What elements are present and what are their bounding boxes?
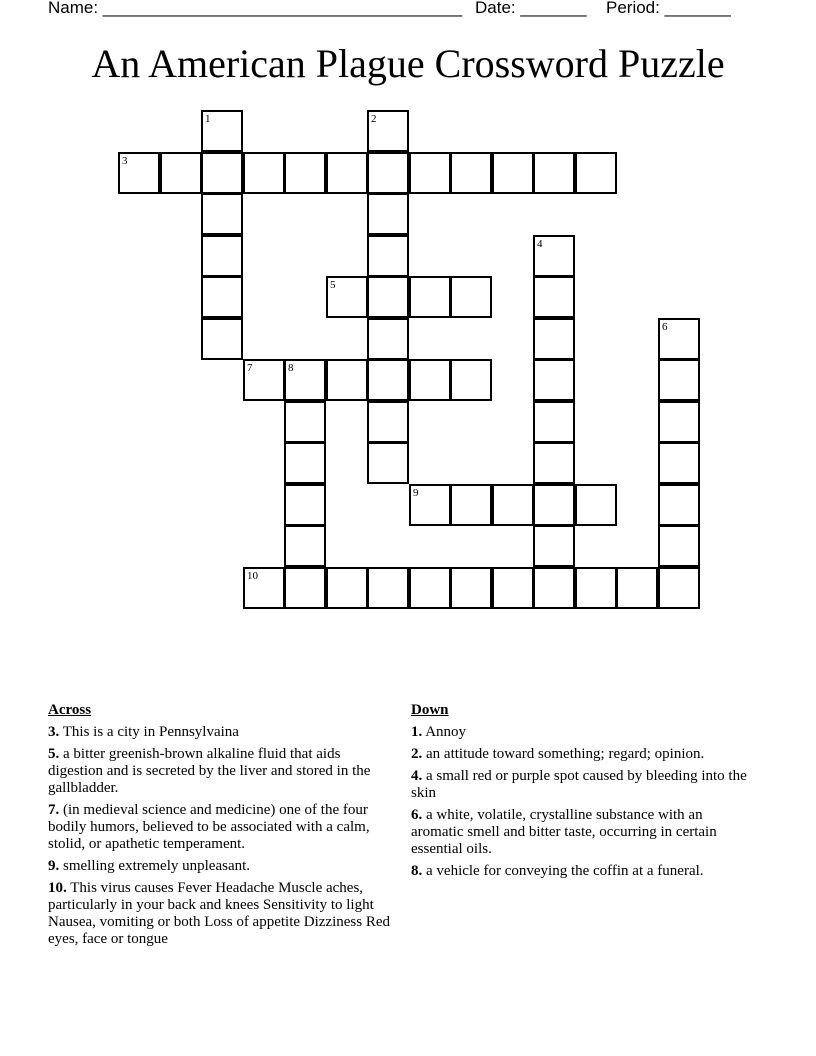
grid-cell[interactable] (409, 276, 451, 318)
grid-cell[interactable] (658, 401, 700, 443)
grid-cell[interactable] (533, 525, 575, 567)
down-clue (411, 724, 751, 741)
grid-cell[interactable] (201, 110, 243, 152)
cell-number: 8 (288, 362, 294, 374)
grid-cell[interactable] (367, 318, 409, 360)
clue-text: a vehicle for conveying the coffin at a funeral. (426, 863, 704, 879)
grid-cell[interactable] (367, 152, 409, 194)
grid-cell[interactable] (533, 235, 575, 277)
grid-cell[interactable] (367, 193, 409, 235)
grid-cell[interactable] (326, 359, 368, 401)
grid-cell[interactable] (450, 567, 492, 609)
across-clue (48, 802, 398, 853)
grid-cell[interactable] (409, 484, 451, 526)
down-heading: Down (411, 702, 449, 718)
clue-text: a white, volatile, crystalline substance with an aromatic smell and bitter taste, occurring in certain essential oils. (411, 807, 717, 857)
cell-number: 2 (371, 113, 377, 125)
grid-cell[interactable] (492, 484, 534, 526)
grid-cell[interactable] (243, 359, 285, 401)
grid-cell[interactable] (575, 152, 617, 194)
grid-cell[interactable] (160, 152, 202, 194)
clue-number: 10. (48, 880, 67, 896)
grid-cell[interactable] (575, 484, 617, 526)
clue-text: This virus causes Fever Headache Muscle aches, particularly in your back and knees Sensitivity to light Nausea, vomiting or both Loss of appetite Dizziness Red eyes, face or tongue (48, 880, 391, 947)
grid-cell[interactable] (367, 276, 409, 318)
down-clue (411, 768, 751, 802)
grid-cell[interactable] (201, 152, 243, 194)
grid-cell[interactable] (284, 359, 326, 401)
grid-cell[interactable] (492, 567, 534, 609)
cell-number: 5 (330, 279, 336, 291)
grid-cell[interactable] (243, 567, 285, 609)
cell-number: 1 (205, 113, 211, 125)
clue-text: smelling extremely unpleasant. (63, 858, 251, 874)
grid-cell[interactable] (284, 525, 326, 567)
clue-text: This is a city in Pennsylvaina (62, 724, 239, 740)
grid-cell[interactable] (575, 567, 617, 609)
grid-cell[interactable] (658, 484, 700, 526)
page-title: An American Plague Crossword Puzzle (91, 41, 725, 86)
grid-cell[interactable] (533, 442, 575, 484)
clue-number: 6. (411, 807, 423, 823)
cell-number: 6 (662, 321, 668, 333)
grid-cell[interactable] (658, 442, 700, 484)
grid-cell[interactable] (533, 359, 575, 401)
grid-cell[interactable] (533, 567, 575, 609)
clue-number: 7. (48, 802, 60, 818)
cell-number: 3 (122, 155, 128, 167)
grid-cell[interactable] (284, 567, 326, 609)
across-heading: Across (48, 702, 92, 718)
grid-cell[interactable] (284, 442, 326, 484)
grid-cell[interactable] (533, 318, 575, 360)
date-field-label: Date: _______ (475, 0, 587, 17)
grid-cell[interactable] (450, 359, 492, 401)
grid-cell[interactable] (326, 276, 368, 318)
grid-cell[interactable] (284, 152, 326, 194)
grid-cell[interactable] (243, 152, 285, 194)
clue-number: 4. (411, 768, 423, 784)
period-field-label: Period: _______ (606, 0, 731, 17)
down-clue (411, 746, 751, 763)
grid-cell[interactable] (492, 152, 534, 194)
across-clue (48, 724, 398, 741)
grid-cell[interactable] (367, 567, 409, 609)
grid-cell[interactable] (201, 276, 243, 318)
grid-cell[interactable] (658, 567, 700, 609)
grid-cell[interactable] (450, 484, 492, 526)
down-clues (411, 702, 751, 885)
grid-cell[interactable] (658, 359, 700, 401)
clue-number: 1. (411, 724, 423, 740)
grid-cell[interactable] (658, 318, 700, 360)
grid-cell[interactable] (201, 318, 243, 360)
cell-number: 9 (413, 487, 419, 499)
across-clues (48, 702, 398, 953)
cell-number: 7 (247, 362, 253, 374)
cell-number: 4 (537, 238, 543, 250)
grid-cell[interactable] (367, 359, 409, 401)
grid-cell[interactable] (201, 235, 243, 277)
grid-cell[interactable] (326, 567, 368, 609)
cell-number: 10 (247, 570, 258, 582)
clue-text: a small red or purple spot caused by bleeding into the skin (411, 768, 747, 801)
grid-cell[interactable] (533, 401, 575, 443)
grid-cell[interactable] (367, 235, 409, 277)
grid-cell[interactable] (284, 484, 326, 526)
grid-cell[interactable] (616, 567, 658, 609)
grid-cell[interactable] (533, 152, 575, 194)
across-clue (48, 858, 398, 875)
name-field-label: Name: ______________________________________ (48, 0, 463, 17)
clue-text: (in medieval science and medicine) one of the four bodily humors, believed to be associated with a calm, stolid, or apathetic temperament. (48, 802, 370, 852)
grid-cell[interactable] (450, 276, 492, 318)
grid-cell[interactable] (409, 152, 451, 194)
grid-cell[interactable] (367, 110, 409, 152)
down-clue (411, 807, 751, 858)
grid-cell[interactable] (658, 525, 700, 567)
grid-cell[interactable] (201, 193, 243, 235)
clue-number: 9. (48, 858, 60, 874)
grid-cell[interactable] (326, 152, 368, 194)
grid-cell[interactable] (284, 401, 326, 443)
grid-cell[interactable] (367, 401, 409, 443)
clue-text: an attitude toward something; regard; opinion. (426, 746, 705, 762)
grid-cell[interactable] (409, 359, 451, 401)
down-clue (411, 863, 751, 880)
grid-cell[interactable] (533, 276, 575, 318)
across-clue (48, 880, 398, 948)
clue-number: 5. (48, 746, 60, 762)
grid-cell[interactable] (450, 152, 492, 194)
across-clue (48, 746, 398, 797)
clue-number: 3. (48, 724, 60, 740)
grid-cell[interactable] (533, 484, 575, 526)
clue-number: 8. (411, 863, 423, 879)
clue-text: Annoy (425, 724, 467, 740)
clue-text: a bitter greenish-brown alkaline fluid that aids digestion and is secreted by the liver and stored in the gallbladder. (48, 746, 371, 796)
clue-number: 2. (411, 746, 423, 762)
grid-cell[interactable] (409, 567, 451, 609)
grid-cell[interactable] (367, 442, 409, 484)
grid-cell[interactable] (118, 152, 160, 194)
